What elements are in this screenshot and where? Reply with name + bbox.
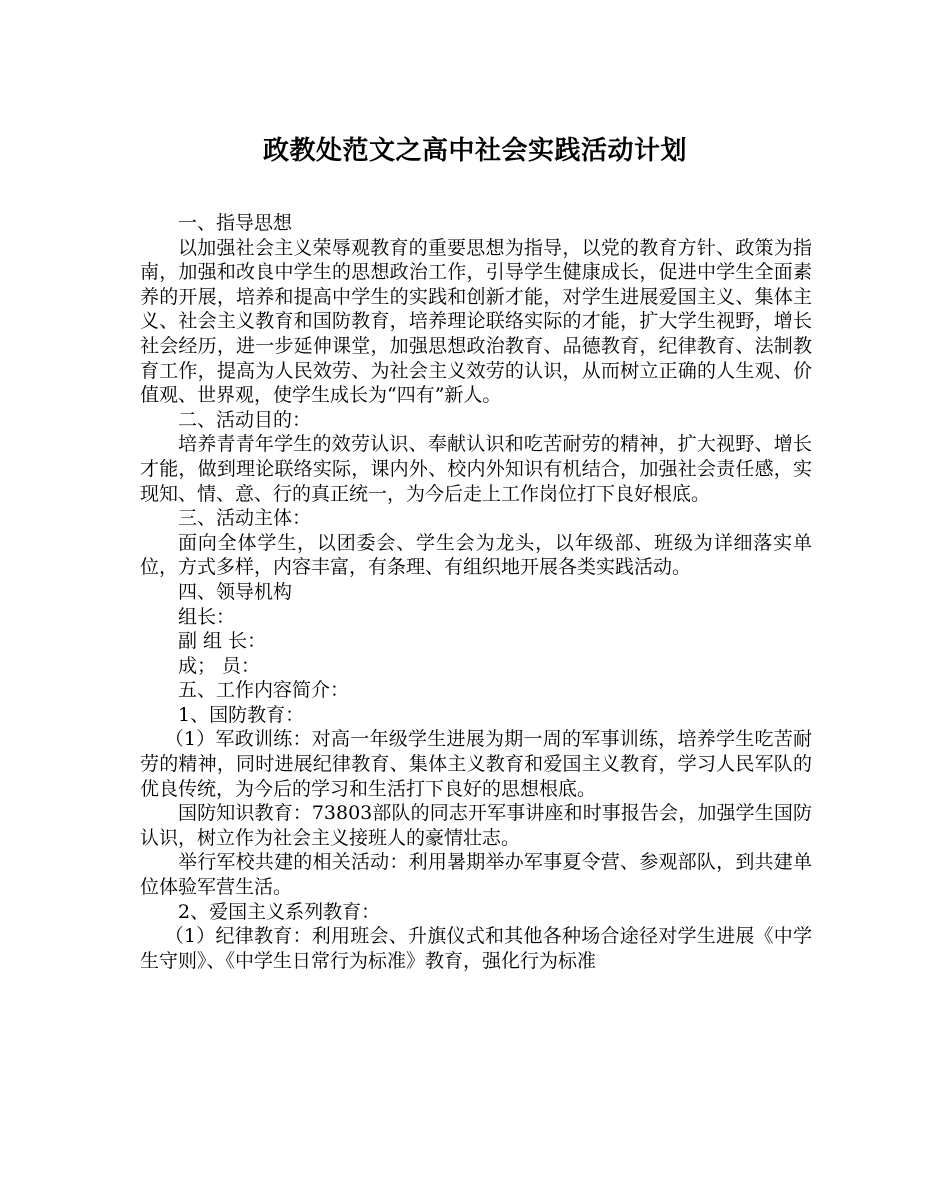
section-heading: 四、领导机构 <box>178 580 293 603</box>
document-title: 政教处范文之高中社会实践活动计划 <box>262 136 687 166</box>
paragraph: 国防知识教育：73803部队的同志开军事讲座和时事报告会，加强学生国防认识，树立作为社会主义接班人的豪情壮志。 <box>140 802 812 849</box>
paragraph: 组长： <box>178 605 236 628</box>
section-heading: 五、工作内容简介： <box>178 679 350 702</box>
paragraph: （1）纪律教育：利用班会、升旗仪式和其他各种场合途径对学生进展《中学生守则》、《中学生日常行为标准》教育，强化行为标准 <box>140 925 812 972</box>
paragraph: 举行军校共建的相关活动：利用暑期举办军事夏令营、参观部队，到共建单位体验军营生活。 <box>140 851 812 899</box>
paragraph: 培养青青年学生的效劳认识、奉献认识和吃苦耐劳的精神，扩大视野、增长才能，做到理论联络实际，课内外、校内外知识有机结合，加强社会责任感，实现知、情、意、行的真正统一，为今后走上工作岗位打下良好根底。 <box>140 433 812 505</box>
section-heading: 三、活动主体： <box>178 507 312 530</box>
paragraph: 面向全体学生，以团委会、学生会为龙头，以年级部、班级为详细落实单位，方式多样，内容丰富，有条理、有组织地开展各类实践活动。 <box>140 531 812 579</box>
subsection-heading: 1、国防教育： <box>178 703 305 726</box>
paragraph: 成； 员： <box>178 654 261 677</box>
paragraph: 以加强社会主义荣辱观教育的重要思想为指导，以党的教育方针、政策为指南，加强和改良中学生的思想政治工作，引导学生健康成长，促进中学生全面素养的开展，培养和提高中学生的实践和创新才能，对学生进展爱国主义、集体主义、社会主义教育和国防教育，培养理论联络实际的才能，扩大学生视野，增长社会经历，进一步延伸课堂，加强思想政治教育、品德教育，纪律教育、法制教育工作，提高为人民效劳、为社会主义效劳的认识，从而树立正确的人生观、价值观、世界观，使学生成长为“四有”新人。 <box>140 236 812 407</box>
paragraph: 副 组 长： <box>178 630 267 653</box>
section-heading: 一、指导思想 <box>178 212 293 234</box>
paragraph: （1）军政训练：对高一年级学生进展为期一周的军事训练，培养学生吃苦耐劳的精神，同时进展纪律教育、集体主义教育和爱国主义教育，学习人民军队的优良传统，为今后的学习和生活打下良好的思想根底。 <box>140 728 812 800</box>
document-body <box>140 211 812 973</box>
section-heading: 二、活动目的： <box>178 408 312 431</box>
subsection-heading: 2、爱国主义系列教育： <box>178 900 381 923</box>
